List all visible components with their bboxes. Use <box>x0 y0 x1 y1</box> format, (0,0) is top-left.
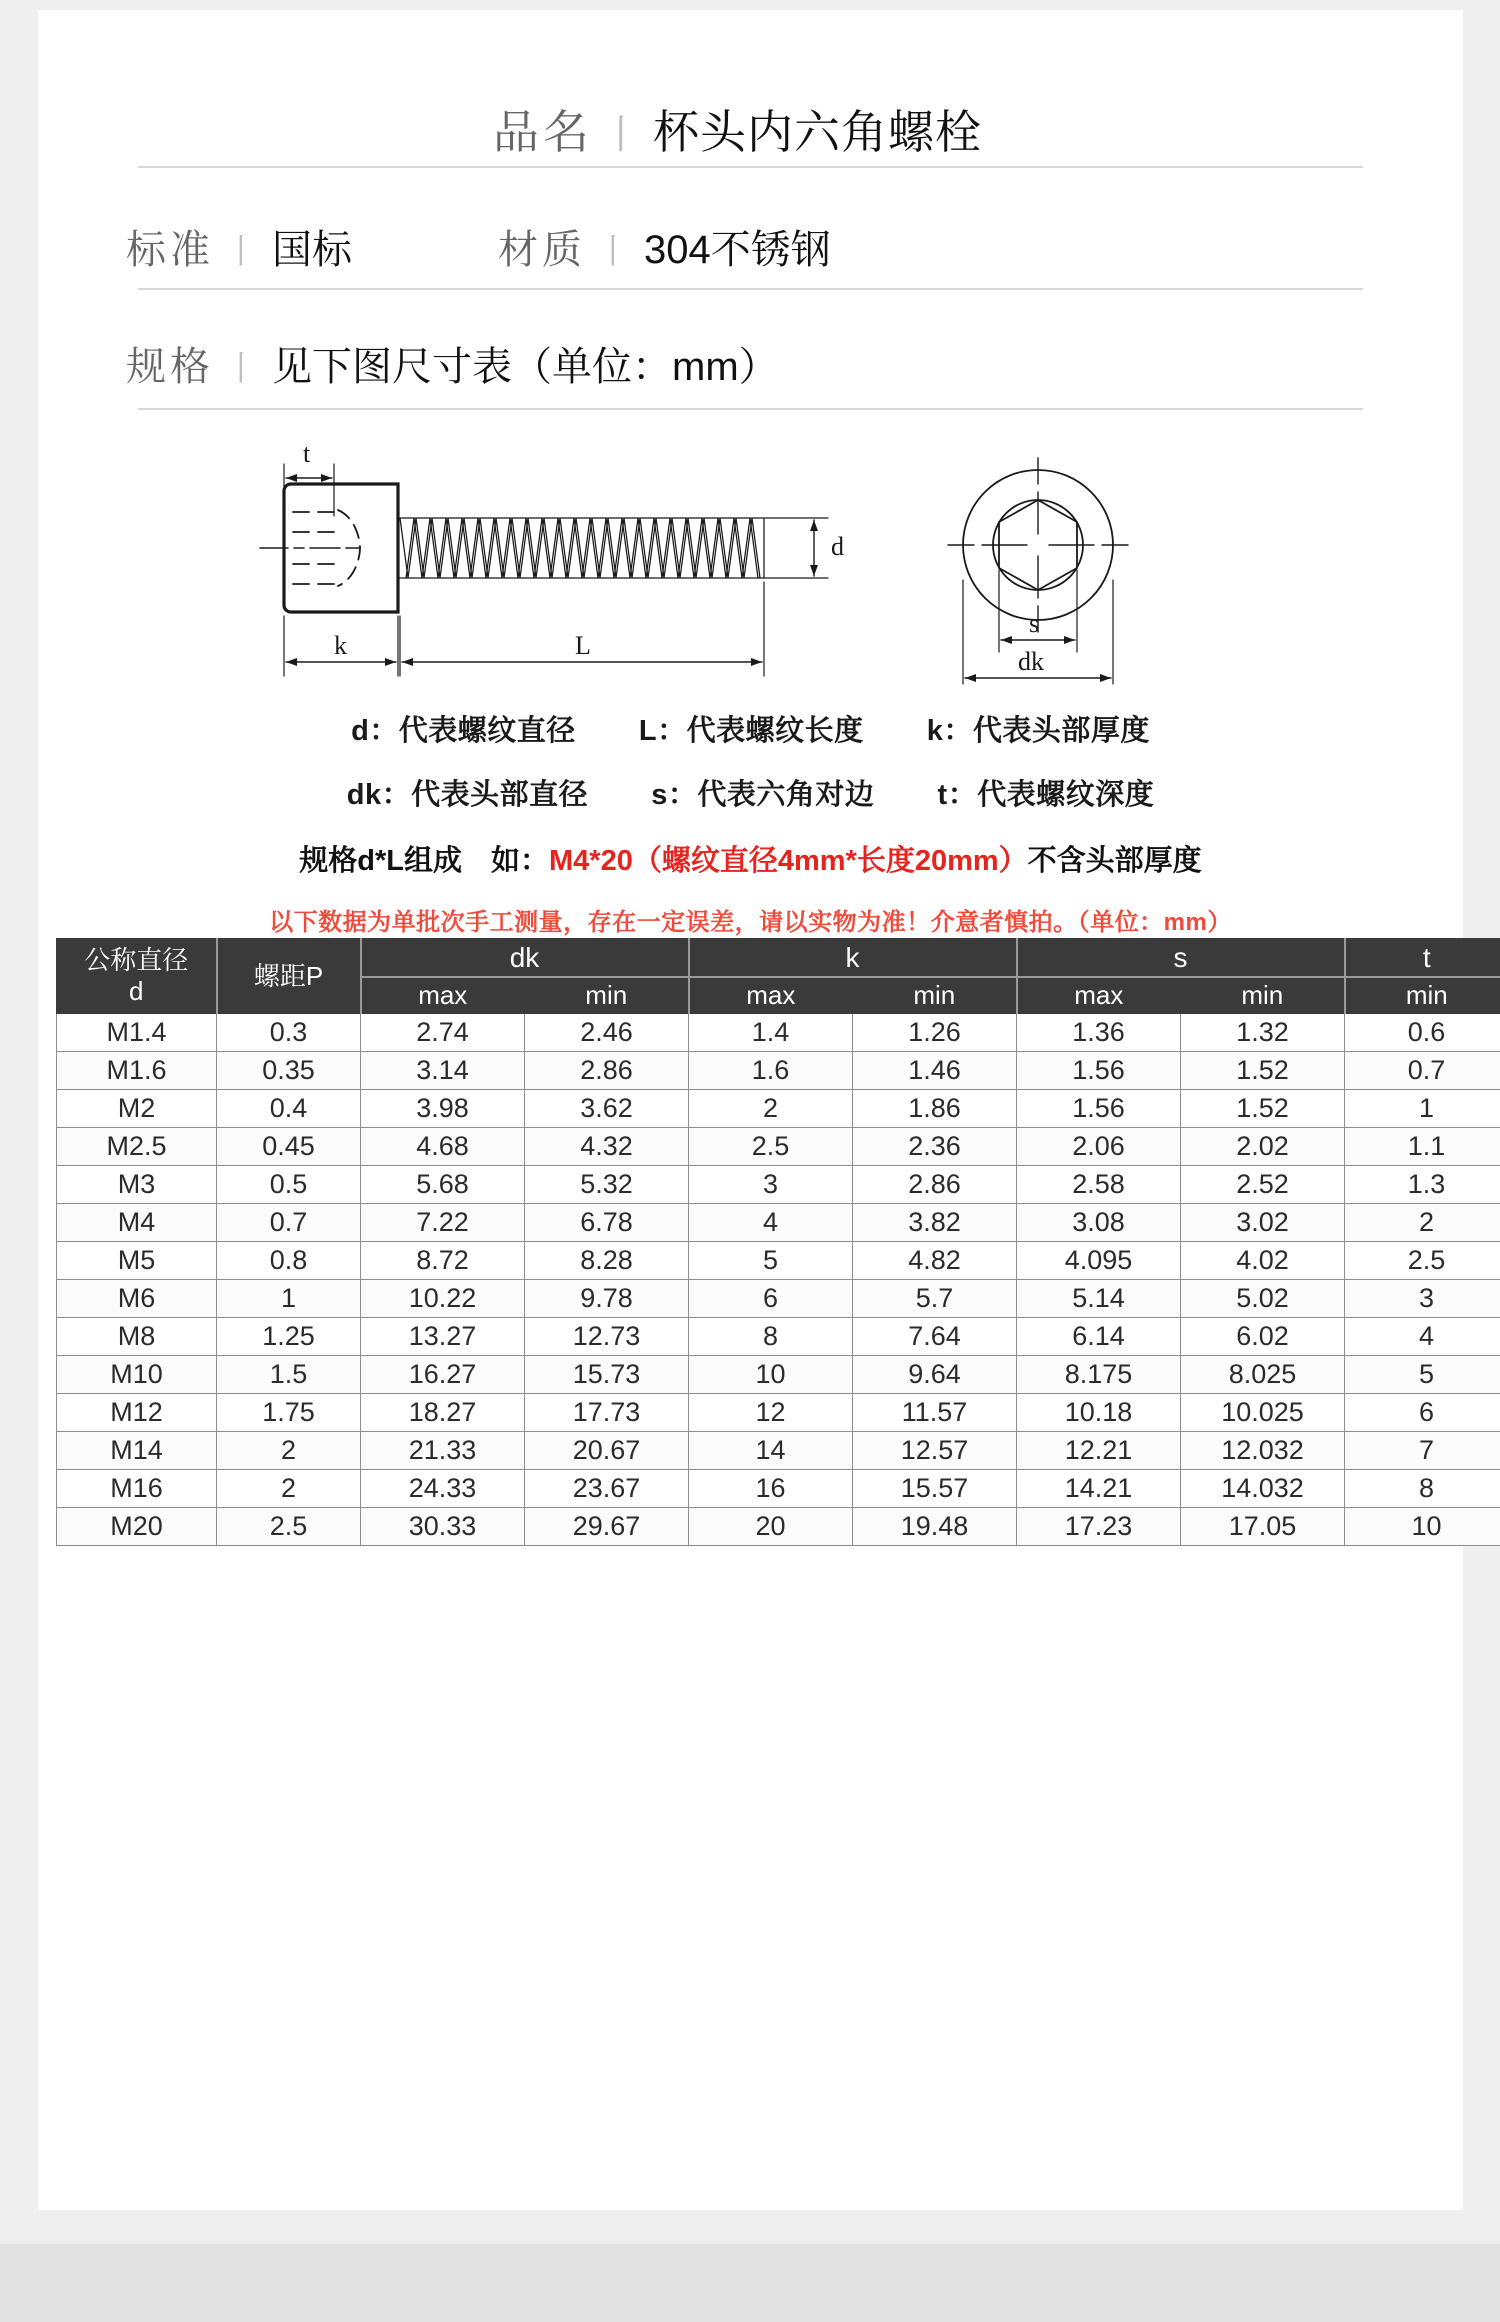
cell-dk-min: 5.32 <box>525 1165 689 1203</box>
product-name-value: 杯头内六角螺栓 <box>653 106 982 158</box>
spec-format-prefix: 规格d*L组成 如： <box>299 845 550 877</box>
cell-k-min: 1.46 <box>853 1051 1017 1089</box>
dim-label-L: L <box>575 631 591 660</box>
dim-label-s: s <box>1029 609 1040 638</box>
dim-label-dk: dk <box>1018 647 1044 676</box>
table-row <box>57 1469 1500 1507</box>
cell-s-min: 5.02 <box>1181 1279 1345 1317</box>
standard-row <box>126 218 352 275</box>
table-row <box>57 1241 1500 1279</box>
table-row <box>57 1279 1500 1317</box>
table-row <box>57 1127 1500 1165</box>
cell-dk-min: 17.73 <box>525 1393 689 1431</box>
cell-pitch: 1 <box>217 1279 361 1317</box>
cell-k-max: 3 <box>689 1165 853 1203</box>
cell-nominal-diameter: M1.4 <box>57 1013 217 1051</box>
col-group-s: s <box>1017 939 1345 978</box>
cell-k-min: 3.82 <box>853 1203 1017 1241</box>
cell-nominal-diameter: M3 <box>57 1165 217 1203</box>
cell-dk-max: 3.14 <box>361 1051 525 1089</box>
cell-dk-max: 13.27 <box>361 1317 525 1355</box>
cell-s-max: 1.56 <box>1017 1051 1181 1089</box>
divider-1 <box>138 166 1363 168</box>
cell-dk-min: 2.86 <box>525 1051 689 1089</box>
cell-nominal-diameter: M14 <box>57 1431 217 1469</box>
cell-pitch: 0.3 <box>217 1013 361 1051</box>
cell-s-min: 2.02 <box>1181 1127 1345 1165</box>
material-value: 304不锈钢 <box>644 228 831 272</box>
legend-d: d：代表螺纹直径 <box>351 715 576 747</box>
cell-nominal-diameter: M4 <box>57 1203 217 1241</box>
table-row <box>57 1089 1500 1127</box>
cell-t-min: 3 <box>1345 1279 1500 1317</box>
cell-k-min: 1.86 <box>853 1089 1017 1127</box>
cell-t-min: 6 <box>1345 1393 1500 1431</box>
size-row <box>126 335 779 392</box>
standard-value: 国标 <box>272 228 352 272</box>
technical-drawing <box>248 440 1338 700</box>
col-header-nominal-diameter-line2: d <box>129 975 144 1006</box>
cell-k-min: 1.26 <box>853 1013 1017 1051</box>
cell-dk-max: 24.33 <box>361 1469 525 1507</box>
standard-label: 标准 <box>126 228 214 272</box>
cell-dk-min: 29.67 <box>525 1507 689 1545</box>
cell-dk-min: 6.78 <box>525 1203 689 1241</box>
table-row <box>57 1355 1500 1393</box>
cell-pitch: 0.35 <box>217 1051 361 1089</box>
cell-t-min: 1.1 <box>1345 1127 1500 1165</box>
cell-k-min: 12.57 <box>853 1431 1017 1469</box>
cell-t-min: 4 <box>1345 1317 1500 1355</box>
cell-dk-min: 2.46 <box>525 1013 689 1051</box>
cell-dk-max: 5.68 <box>361 1165 525 1203</box>
cell-t-min: 5 <box>1345 1355 1500 1393</box>
dim-label-k: k <box>334 631 347 660</box>
table-row <box>57 1431 1500 1469</box>
cell-pitch: 0.7 <box>217 1203 361 1241</box>
cell-s-min: 1.32 <box>1181 1013 1345 1051</box>
legend-t: t：代表螺纹深度 <box>937 779 1155 811</box>
cell-pitch: 0.5 <box>217 1165 361 1203</box>
col-group-dk: dk <box>361 939 689 978</box>
legend-line-1 <box>38 708 1463 749</box>
col-header-k-min: min <box>853 977 1017 1013</box>
legend-k: k：代表头部厚度 <box>926 715 1150 747</box>
col-header-nominal-diameter-line1: 公称直径 <box>84 945 189 976</box>
cell-dk-min: 9.78 <box>525 1279 689 1317</box>
cell-dk-min: 23.67 <box>525 1469 689 1507</box>
cell-k-min: 9.64 <box>853 1355 1017 1393</box>
cell-s-max: 4.095 <box>1017 1241 1181 1279</box>
col-header-s-min: min <box>1181 977 1345 1013</box>
cell-pitch: 2.5 <box>217 1507 361 1545</box>
table-body <box>57 1013 1500 1545</box>
cell-s-min: 4.02 <box>1181 1241 1345 1279</box>
cell-s-min: 17.05 <box>1181 1507 1345 1545</box>
legend-line-2 <box>38 772 1463 813</box>
table-row <box>57 1165 1500 1203</box>
cell-dk-min: 15.73 <box>525 1355 689 1393</box>
separator-bar: 丨 <box>224 350 258 388</box>
spec-format-suffix: 不含头部厚度 <box>1027 845 1202 877</box>
legend-dk: dk：代表头部直径 <box>346 779 589 811</box>
cell-s-min: 1.52 <box>1181 1089 1345 1127</box>
table-row <box>57 1203 1500 1241</box>
col-group-t: t <box>1345 939 1500 978</box>
cell-s-max: 1.36 <box>1017 1013 1181 1051</box>
cell-dk-max: 18.27 <box>361 1393 525 1431</box>
cell-s-min: 2.52 <box>1181 1165 1345 1203</box>
legend-L: L：代表螺纹长度 <box>638 715 864 747</box>
col-header-t-min: min <box>1345 977 1500 1013</box>
table-head-row-1 <box>57 939 1500 978</box>
size-label: 规格 <box>126 345 214 389</box>
col-group-k: k <box>689 939 1017 978</box>
cell-nominal-diameter: M5 <box>57 1241 217 1279</box>
cell-s-min: 12.032 <box>1181 1431 1345 1469</box>
cell-s-max: 2.58 <box>1017 1165 1181 1203</box>
cell-t-min: 10 <box>1345 1507 1500 1545</box>
cell-pitch: 0.45 <box>217 1127 361 1165</box>
cell-dk-max: 3.98 <box>361 1089 525 1127</box>
cell-t-min: 1 <box>1345 1089 1500 1127</box>
cell-s-max: 10.18 <box>1017 1393 1181 1431</box>
separator-bar: 丨 <box>596 233 630 271</box>
cell-dk-min: 4.32 <box>525 1127 689 1165</box>
cell-dk-max: 16.27 <box>361 1355 525 1393</box>
product-name-label: 品名 <box>493 106 593 158</box>
cell-s-max: 1.56 <box>1017 1089 1181 1127</box>
cell-k-max: 20 <box>689 1507 853 1545</box>
cell-pitch: 1.25 <box>217 1317 361 1355</box>
cell-nominal-diameter: M2 <box>57 1089 217 1127</box>
cell-s-max: 8.175 <box>1017 1355 1181 1393</box>
cell-s-max: 6.14 <box>1017 1317 1181 1355</box>
legend-s: s：代表六角对边 <box>651 779 875 811</box>
dim-label-t: t <box>303 440 311 468</box>
spec-format-example: M4*20（螺纹直径4mm*长度20mm） <box>549 845 1028 877</box>
cell-t-min: 8 <box>1345 1469 1500 1507</box>
cell-k-max: 5 <box>689 1241 853 1279</box>
cell-k-min: 15.57 <box>853 1469 1017 1507</box>
col-header-dk-min: min <box>525 977 689 1013</box>
table-row <box>57 1317 1500 1355</box>
separator-bar: 丨 <box>224 233 258 271</box>
cell-k-max: 2.5 <box>689 1127 853 1165</box>
cell-s-min: 14.032 <box>1181 1469 1345 1507</box>
cell-s-max: 3.08 <box>1017 1203 1181 1241</box>
cell-t-min: 2 <box>1345 1203 1500 1241</box>
cell-k-max: 16 <box>689 1469 853 1507</box>
cell-pitch: 1.75 <box>217 1393 361 1431</box>
cell-k-min: 19.48 <box>853 1507 1017 1545</box>
cell-s-max: 2.06 <box>1017 1127 1181 1165</box>
cell-dk-max: 7.22 <box>361 1203 525 1241</box>
table-row <box>57 1013 1500 1051</box>
dim-label-d: d <box>831 532 844 561</box>
cell-t-min: 1.3 <box>1345 1165 1500 1203</box>
divider-2 <box>138 288 1363 290</box>
cell-dk-min: 3.62 <box>525 1089 689 1127</box>
cell-k-max: 8 <box>689 1317 853 1355</box>
size-value: 见下图尺寸表（单位：mm） <box>272 345 779 389</box>
col-header-dk-max: max <box>361 977 525 1013</box>
cell-k-max: 6 <box>689 1279 853 1317</box>
cell-pitch: 1.5 <box>217 1355 361 1393</box>
cell-pitch: 0.4 <box>217 1089 361 1127</box>
material-label: 材质 <box>498 228 586 272</box>
cell-dk-min: 20.67 <box>525 1431 689 1469</box>
cell-s-min: 1.52 <box>1181 1051 1345 1089</box>
cell-k-min: 2.36 <box>853 1127 1017 1165</box>
cell-nominal-diameter: M6 <box>57 1279 217 1317</box>
cell-nominal-diameter: M2.5 <box>57 1127 217 1165</box>
cell-k-min: 5.7 <box>853 1279 1017 1317</box>
cell-pitch: 2 <box>217 1431 361 1469</box>
cell-dk-min: 12.73 <box>525 1317 689 1355</box>
cell-k-max: 2 <box>689 1089 853 1127</box>
cell-s-min: 3.02 <box>1181 1203 1345 1241</box>
cell-t-min: 0.7 <box>1345 1051 1500 1089</box>
cell-t-min: 7 <box>1345 1431 1500 1469</box>
cell-k-max: 14 <box>689 1431 853 1469</box>
cell-dk-max: 30.33 <box>361 1507 525 1545</box>
spec-format-note <box>38 838 1463 879</box>
cell-k-min: 7.64 <box>853 1317 1017 1355</box>
measurement-disclaimer: 以下数据为单批次手工测量，存在一定误差，请以实物为准！介意者慎拍。（单位：mm） <box>269 909 1232 936</box>
cell-dk-max: 2.74 <box>361 1013 525 1051</box>
cell-t-min: 2.5 <box>1345 1241 1500 1279</box>
cell-nominal-diameter: M10 <box>57 1355 217 1393</box>
cell-s-max: 17.23 <box>1017 1507 1181 1545</box>
cell-dk-max: 21.33 <box>361 1431 525 1469</box>
cell-t-min: 0.6 <box>1345 1013 1500 1051</box>
cell-nominal-diameter: M16 <box>57 1469 217 1507</box>
dimension-table <box>56 938 1500 1546</box>
table-row <box>57 1507 1500 1545</box>
col-header-s-max: max <box>1017 977 1181 1013</box>
col-header-nominal-diameter <box>57 939 217 1014</box>
col-header-pitch: 螺距P <box>217 939 361 1014</box>
cell-k-min: 11.57 <box>853 1393 1017 1431</box>
cell-dk-max: 4.68 <box>361 1127 525 1165</box>
cell-k-max: 1.4 <box>689 1013 853 1051</box>
cell-nominal-diameter: M20 <box>57 1507 217 1545</box>
material-row <box>498 218 831 275</box>
cell-pitch: 2 <box>217 1469 361 1507</box>
cell-nominal-diameter: M8 <box>57 1317 217 1355</box>
table-head <box>57 939 1500 1014</box>
cell-s-min: 6.02 <box>1181 1317 1345 1355</box>
product-name-row <box>493 96 982 162</box>
product-detail-page <box>38 10 1463 2210</box>
cell-pitch: 0.8 <box>217 1241 361 1279</box>
cell-s-max: 12.21 <box>1017 1431 1181 1469</box>
cell-s-max: 14.21 <box>1017 1469 1181 1507</box>
cell-dk-min: 8.28 <box>525 1241 689 1279</box>
page-bottom-band <box>0 2244 1500 2322</box>
cell-k-max: 4 <box>689 1203 853 1241</box>
cell-k-min: 4.82 <box>853 1241 1017 1279</box>
cell-k-max: 10 <box>689 1355 853 1393</box>
cell-s-max: 5.14 <box>1017 1279 1181 1317</box>
cell-k-max: 12 <box>689 1393 853 1431</box>
cell-nominal-diameter: M1.6 <box>57 1051 217 1089</box>
cell-nominal-diameter: M12 <box>57 1393 217 1431</box>
divider-3 <box>138 408 1363 410</box>
col-header-k-max: max <box>689 977 853 1013</box>
cell-dk-max: 8.72 <box>361 1241 525 1279</box>
cell-k-min: 2.86 <box>853 1165 1017 1203</box>
table-row <box>57 1051 1500 1089</box>
cell-dk-max: 10.22 <box>361 1279 525 1317</box>
table-row <box>57 1393 1500 1431</box>
cell-s-min: 10.025 <box>1181 1393 1345 1431</box>
cell-s-min: 8.025 <box>1181 1355 1345 1393</box>
separator-bar: 丨 <box>601 113 641 157</box>
cell-k-max: 1.6 <box>689 1051 853 1089</box>
